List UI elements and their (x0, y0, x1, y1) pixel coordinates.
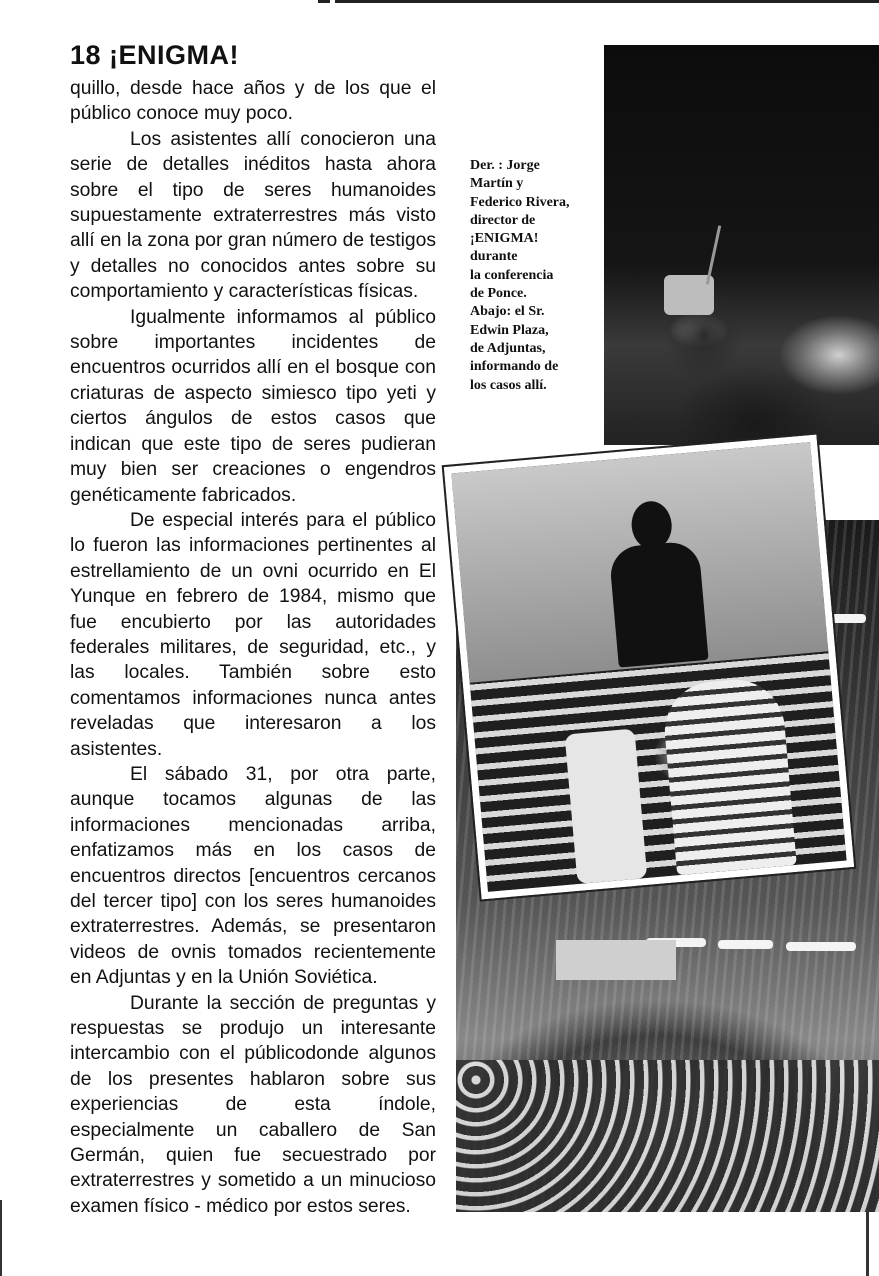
text-line: gos y detalles no conocidos antes sobre (70, 230, 436, 277)
caption-line: los casos allí. (470, 377, 547, 393)
page-header (70, 40, 239, 71)
caption-line: informando de (470, 359, 559, 375)
caption-line: Martín y (470, 176, 524, 192)
text-line: ciertos ángulos de estos casos que indi (70, 408, 436, 455)
text-line: Los asistentes allí conocieron una (130, 128, 436, 150)
speaker-silhouette (608, 540, 708, 667)
caption-line: director de (470, 212, 536, 228)
text-line: físico - médico por estos seres. (143, 1195, 411, 1217)
text-line: cuentros ocurridos allí en el bosque con (91, 357, 436, 379)
article-paragraph (70, 127, 436, 305)
page-edge-right (866, 1210, 869, 1276)
text-line: ladas que interesaron a los asistentes. (70, 713, 436, 760)
top-rule (335, 0, 879, 3)
speaker-photo (444, 435, 854, 900)
text-line: El sábado 31, por otra parte, aun (70, 763, 436, 811)
text-line: puestamente extraterrestres más visto (90, 205, 436, 227)
article-paragraph (70, 305, 436, 508)
seated-person (661, 676, 797, 876)
text-line: intercambio con el públicodonde algu (70, 1043, 405, 1065)
caption-line: durante (470, 249, 518, 265)
caption-line: Der. : Jorge (470, 158, 540, 173)
text-line: tres. Además, se presentaron videos de (70, 916, 436, 963)
text-line: nes mencionadas arriba, enfatizamos (70, 814, 436, 862)
text-line: mente un caballero de San Germán, (70, 1119, 436, 1167)
text-line: Igualmente informamos al públi (130, 306, 416, 328)
text-line: las locales. También sobre esto comen (70, 662, 436, 709)
text-line: quien fue secuestrado por extraterres (70, 1145, 436, 1192)
microphone (706, 225, 721, 284)
top-rule-fragment (318, 0, 330, 3)
light-stripe (786, 942, 856, 951)
text-line: Durante la sección de preguntas (130, 992, 419, 1014)
text-line: tas y en la Unión Soviética. (145, 967, 378, 989)
text-line: serie de detalles inéditos hasta ahora (70, 154, 436, 176)
light-stripe (718, 940, 773, 949)
text-line: [encuentros cercanos del tercer tipo] (70, 865, 436, 912)
page-edge-left (0, 1200, 2, 1276)
magazine-title: ¡ENIGMA! (109, 40, 240, 70)
caption-line: de Ponce. (470, 286, 527, 302)
stage (556, 940, 676, 980)
article-paragraph (70, 76, 436, 127)
text-line: su comportamiento y características (70, 255, 436, 303)
text-line: federales militares, de seguridad, etc., y (70, 636, 436, 658)
text-line: experiencias de esta índole, especial (70, 1094, 436, 1141)
text-line: ticamente fabricados. (112, 484, 297, 506)
page-number: 18 (70, 40, 102, 70)
text-line: con los seres humanoides extraterres (70, 891, 436, 938)
text-line: en El Yunque en febrero de 1984, mismo (70, 560, 436, 608)
text-line: allí en la zona por gran número de testi (70, 230, 405, 252)
text-line: De especial interés para el públi (130, 509, 416, 531)
crowd (456, 1060, 879, 1212)
text-line: ovnis tomados recientemente en Adjun (70, 941, 436, 989)
article-body (70, 76, 436, 1219)
text-line: co sobre importantes incidentes de en (70, 306, 436, 379)
article-paragraph (70, 508, 436, 762)
text-line: can que este tipo de seres pudieran muy (70, 433, 436, 481)
text-line: y respuestas se produjo un interesante (70, 992, 436, 1040)
caption-line: la conferencia (470, 267, 554, 283)
text-line: sobre el tipo de seres humanoides su (70, 179, 436, 227)
caption-line: de Adjuntas, (470, 340, 546, 356)
text-line: co lo fueron las informaciones pertinen (70, 509, 436, 557)
photo-caption (470, 157, 610, 395)
text-line: que fue encubierto por las autoridades (70, 586, 437, 633)
text-line: más en los casos de encuentros directos (70, 840, 437, 887)
article-paragraph (70, 991, 436, 1220)
text-line: criaturas de aspecto simiesco tipo yeti y (70, 382, 436, 404)
text-line: bien ser creaciones o engendros gené (70, 459, 436, 506)
text-line: público conoce muy poco. (70, 103, 293, 125)
caption-line: Edwin Plaza, (470, 322, 549, 338)
text-line: que tocamos algunas de las informacio (70, 789, 436, 836)
article-paragraph (70, 762, 436, 991)
caption-line: Federico Rivera, (470, 194, 570, 210)
text-line: quillo, desde hace años y de los que el (70, 78, 436, 99)
text-line: tamos informaciones nunca antes reve (70, 687, 436, 735)
chair (565, 729, 648, 885)
text-line: nos de los presentes hablaron sobre sus (70, 1043, 436, 1090)
text-line: físicas. (358, 281, 419, 303)
caption-line: Abajo: el Sr. (470, 304, 545, 320)
caption-line: ¡ENIGMA! (470, 231, 539, 247)
text-line: tes al estrellamiento de un ovni ocurrido (70, 535, 436, 582)
text-line: tres y sometido a un minucioso examen (70, 1170, 436, 1217)
conference-photo (604, 45, 879, 445)
